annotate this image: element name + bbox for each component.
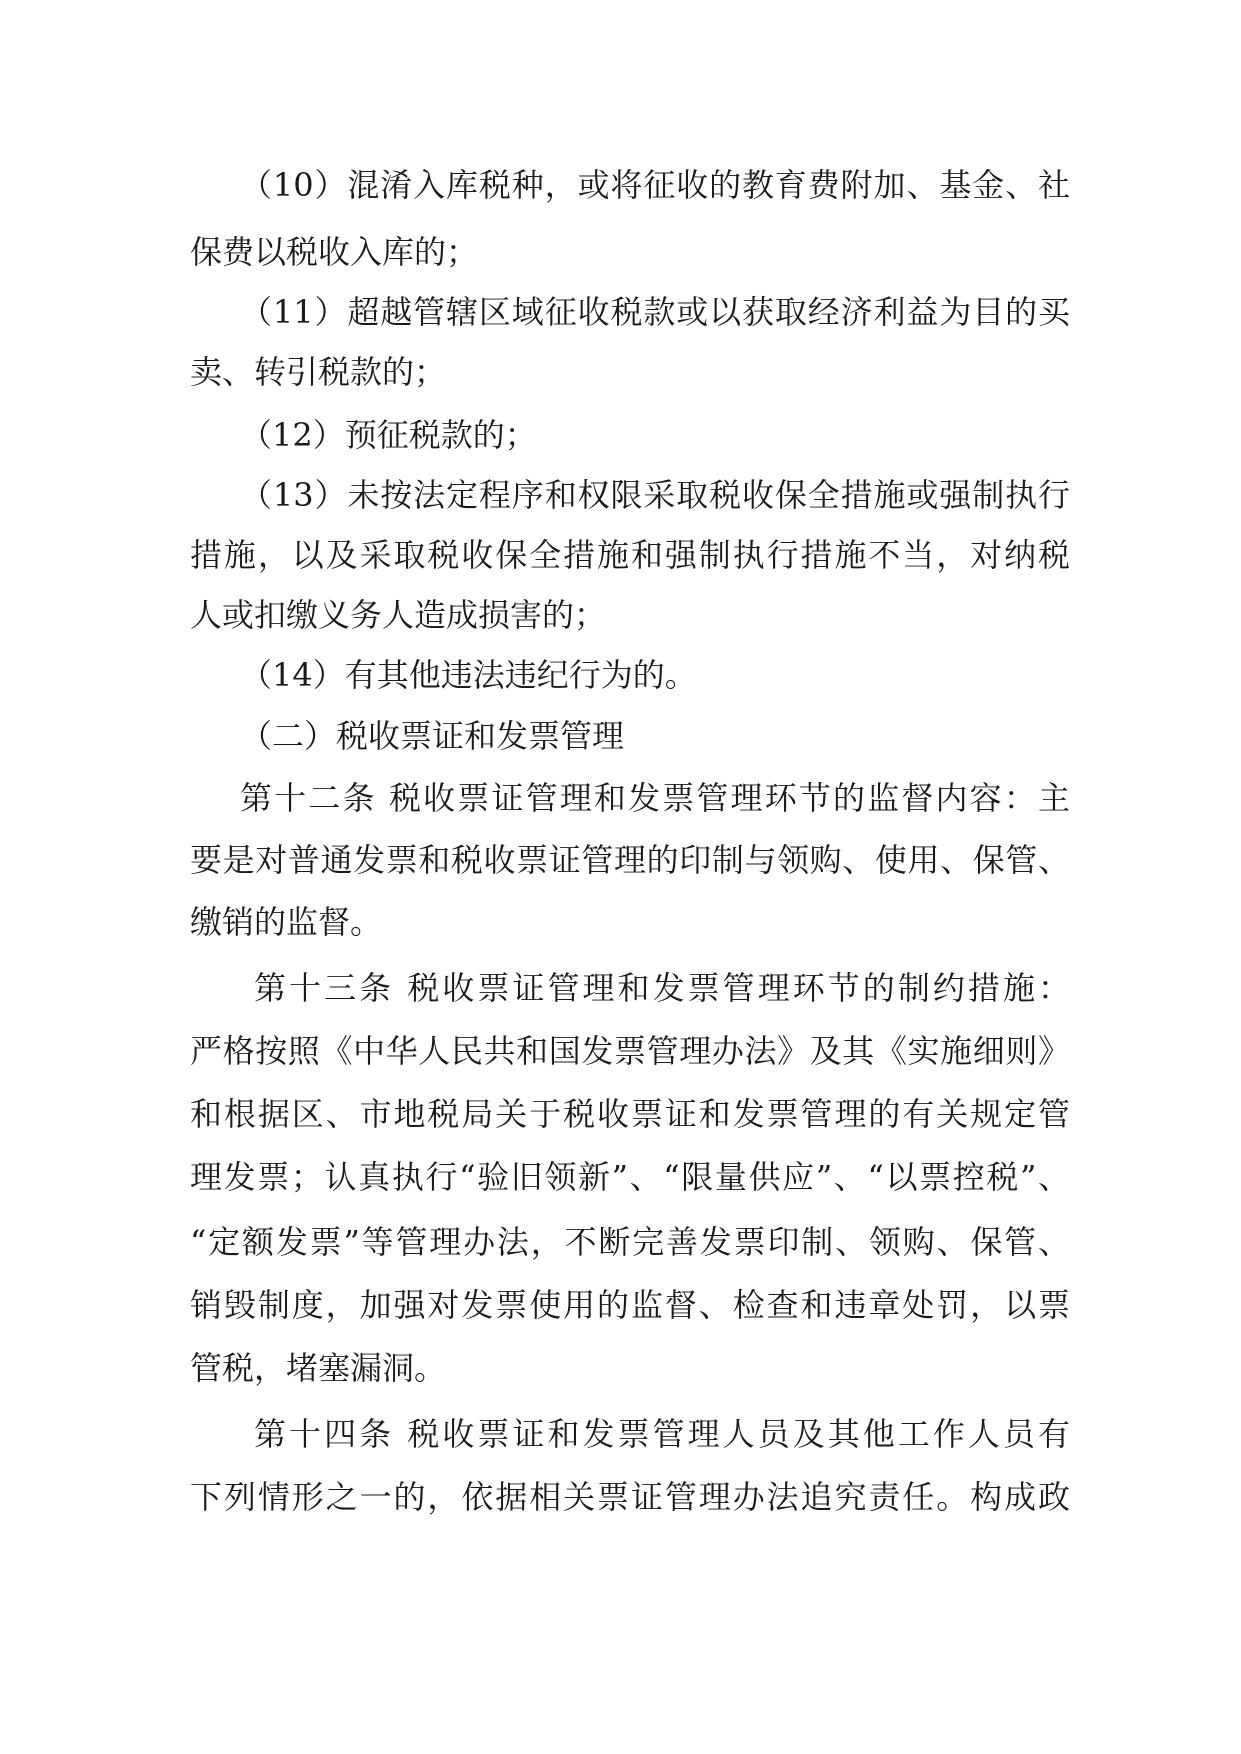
text-line: （11）超越管辖区域征收税款或以获取经济利益为目的买 <box>240 293 1070 331</box>
text-line: 第十四条 税收票证和发票管理人员及其他工作人员有 <box>254 1415 1070 1453</box>
text-line: （12）预征税款的； <box>240 416 537 454</box>
text-line: 管税，堵塞漏洞。 <box>190 1349 447 1387</box>
text-line: 理发票；认真执行“验旧领新”、“限量供应”、“以票控税”、 <box>190 1158 1070 1196</box>
text-line: （13）未按法定程序和权限采取税收保全措施或强制执行 <box>240 476 1070 514</box>
text-line: 下列情形之一的，依据相关票证管理办法追究责任。构成政 <box>190 1478 1070 1516</box>
text-line: “定额发票”等管理办法，不断完善发票印制、领购、保管、 <box>190 1223 1070 1261</box>
text-line: 要是对普通发票和税收票证管理的印制与领购、使用、保管、 <box>190 841 1070 879</box>
text-line: 第十二条 税收票证管理和发票管理环节的监督内容：主 <box>240 779 1070 817</box>
text-line: 保费以税收入库的； <box>190 233 479 271</box>
text-line: （10）混淆入库税种，或将征收的教育费附加、基金、社 <box>240 166 1070 204</box>
text-line: 第十三条 税收票证管理和发票管理环节的制约措施： <box>254 969 1070 1007</box>
text-line: （14）有其他违法违纪行为的。 <box>240 656 697 694</box>
text-line: 销毁制度，加强对发票使用的监督、检查和违章处罚，以票 <box>190 1286 1070 1324</box>
text-line: 措施，以及采取税收保全措施和强制执行措施不当，对纳税 <box>190 536 1070 574</box>
text-line: 严格按照《中华人民共和国发票管理办法》及其《实施细则》 <box>190 1032 1070 1070</box>
text-line: 卖、转引税款的； <box>190 353 447 391</box>
text-line: 人或扣缴义务人造成损害的； <box>190 596 607 634</box>
section-heading: （二）税收票证和发票管理 <box>240 717 625 755</box>
text-line: 和根据区、市地税局关于税收票证和发票管理的有关规定管 <box>190 1095 1070 1133</box>
text-line: 缴销的监督。 <box>190 903 383 941</box>
